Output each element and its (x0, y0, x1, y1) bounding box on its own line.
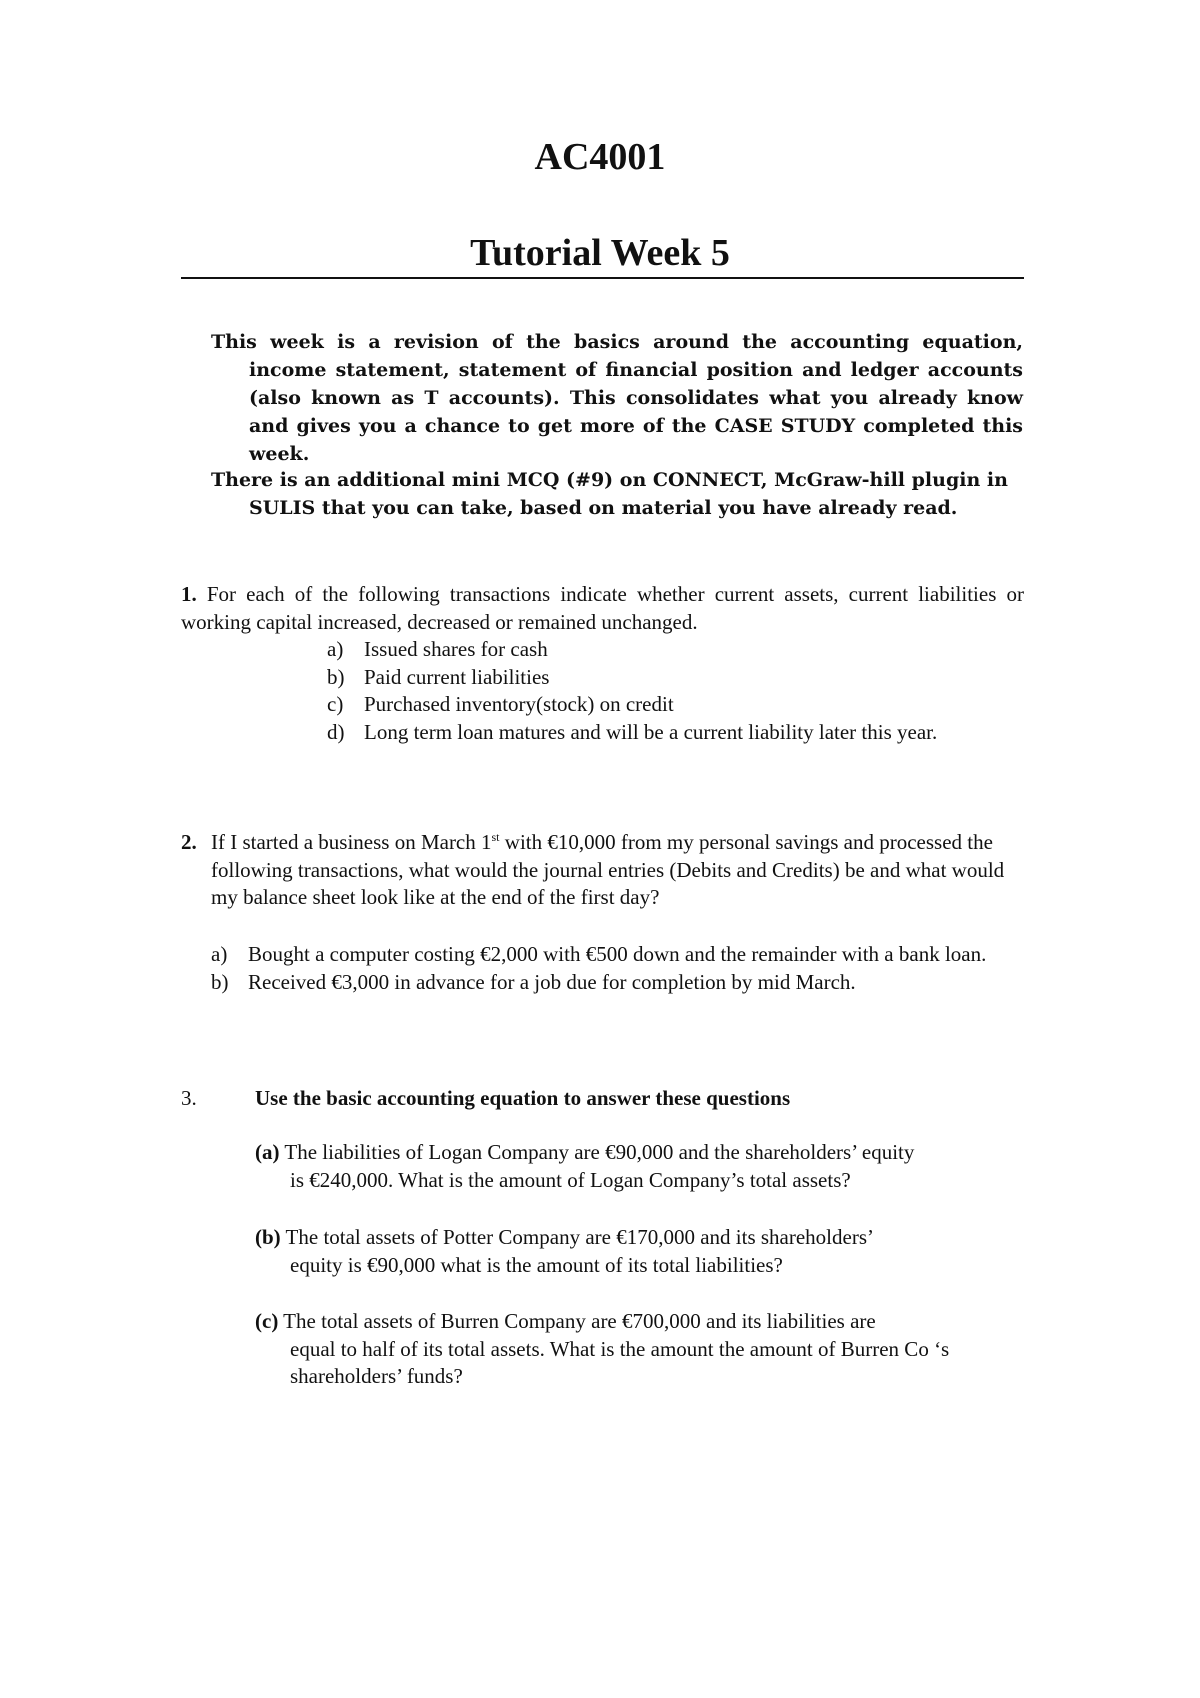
sub-question-text: The total assets of Potter Company are €170,000 and its shareholders’ (280, 1225, 874, 1249)
question-2-number: 2. (181, 830, 197, 854)
ordinal-suffix: st (491, 830, 500, 844)
question-3c (255, 1308, 1025, 1391)
list-item-label: a) (327, 637, 344, 661)
list-item-label: b) (327, 664, 345, 689)
sub-question-text-continued: equity is €90,000 what is the amount of its total liabilities? (290, 1252, 783, 1277)
list-item-text: Bought a computer costing €2,000 with €500 down and the remainder with a bank loan. (248, 942, 987, 966)
question-3-number: 3. (181, 1086, 197, 1110)
sub-question-label: (c) (255, 1309, 279, 1333)
title-divider (181, 277, 1024, 279)
list-item-text: Long term loan matures and will be a current liability later this year. (364, 719, 938, 744)
sub-question-text-continued: is €240,000. What is the amount of Logan Company’s total assets? (290, 1167, 851, 1192)
list-item (327, 691, 1024, 719)
list-item (327, 636, 1024, 664)
page-title: Tutorial Week 5 (470, 232, 730, 274)
list-item (327, 664, 1024, 692)
question-2-text (211, 829, 1011, 912)
question-2-text-end: with €10,000 from my personal savings and processed the following transactions, what would the journal entries (Debits and Credits) be and what would my balance sheet look like at the end of the first day? (211, 830, 1005, 909)
question-3b (255, 1224, 1025, 1279)
intro-paragraph-mcq: There is an additional mini MCQ (#9) on CONNECT, McGraw-hill plugin in SULIS that you can take, based on material you have already read. (211, 469, 1008, 519)
sub-question-text: The total assets of Burren Company are €700,000 and its liabilities are (278, 1309, 876, 1333)
list-item-text: Issued shares for cash (364, 637, 548, 661)
list-item-text: Received €3,000 in advance for a job due for completion by mid March. (248, 969, 856, 994)
question-1-number: 1. (181, 582, 197, 606)
question-1 (181, 581, 1024, 636)
sub-question-label: (a) (255, 1140, 280, 1164)
sub-question-text: The liabilities of Logan Company are €90,000 and the shareholders’ equity (279, 1140, 915, 1164)
list-item (327, 719, 1024, 747)
list-item-label: d) (327, 719, 345, 744)
list-item-label: c) (327, 692, 344, 716)
sub-question-text-continued: equal to half of its total assets. What is the amount the amount of Burren Co ‘s shareholders’ funds? (290, 1336, 950, 1388)
list-item (211, 941, 991, 969)
list-item-label: a) (211, 942, 228, 966)
list-item-text: Purchased inventory(stock) on credit (364, 692, 674, 716)
question-1-list (327, 636, 1024, 746)
question-3-heading: Use the basic accounting equation to answer these questions (255, 1086, 791, 1110)
question-2-list (211, 941, 991, 996)
question-2-text-start: If I started a business on March 1 (211, 830, 492, 854)
list-item-label: b) (211, 969, 229, 994)
list-item (211, 969, 991, 997)
course-code: AC4001 (534, 136, 666, 178)
question-1-text: For each of the following transactions indicate whether current assets, current liabilities or working capital increased, decreased or remained unchanged. (181, 582, 1024, 634)
question-3a (255, 1139, 1025, 1194)
sub-question-label: (b) (255, 1225, 281, 1249)
list-item-text: Paid current liabilities (364, 664, 550, 689)
intro-paragraph-revision: This week is a revision of the basics around the accounting equation, income statement, statement of financial position and ledger accounts (also known as T accounts). This consolidates what you already know and gives you a chance to get more of the CASE STUDY completed this week. (211, 331, 1023, 465)
